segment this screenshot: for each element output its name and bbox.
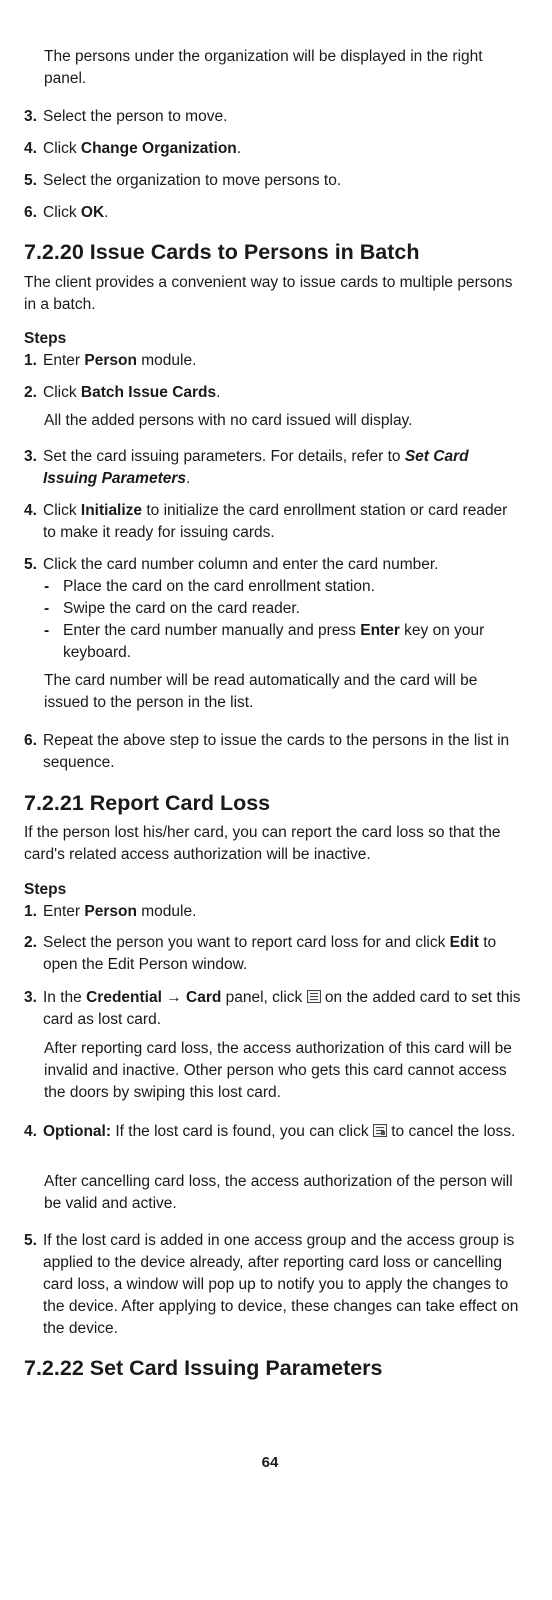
step-text: Select the person you want to report card loss for and click Edit to open the Edit Person window. (43, 934, 497, 973)
list-item (24, 730, 524, 774)
bullet-dash: - (44, 600, 50, 617)
step-text: Optional: If the lost card is found, you can click to cancel the loss. (43, 1123, 516, 1140)
step-note: After reporting card loss, the access authorization of this card will be invalid and inactive. Other person who gets this card cannot access the doors by swiping this lost card. (44, 1040, 512, 1101)
step-text: If the lost card is added in one access group and the access group is applied to the device already, after reporting card loss or cancelling card loss, a window will pop up to notify you to apply the changes to the device. After applying to device, these changes can take effect on the device. (43, 1232, 519, 1337)
bullet-text: Swipe the card on the card reader. (63, 600, 300, 617)
list-item (24, 106, 524, 128)
bullet-dash: - (44, 578, 50, 595)
step-number: 4. (24, 140, 37, 157)
step-text: Set the card issuing parameters. For details, refer to Set Card Issuing Parameters. (43, 448, 469, 487)
step-text: Repeat the above step to issue the cards to the persons in the list in sequence. (43, 732, 510, 771)
list-item (24, 987, 524, 1031)
step-text: Click the card number column and enter the card number. (43, 556, 439, 573)
step-number: 4. (24, 1123, 37, 1140)
step-text: Enter Person module. (43, 352, 197, 369)
list-item (24, 202, 524, 224)
list-item (24, 170, 524, 192)
list-item (24, 932, 524, 976)
step-number: 5. (24, 556, 37, 573)
step-text: Click Change Organization. (43, 140, 242, 157)
step-number: 5. (24, 1232, 37, 1249)
step-text: Click Initialize to initialize the card enrollment station or card reader to make it ready for issuing cards. (43, 502, 508, 541)
bullet-item (44, 576, 524, 598)
intro-text: The persons under the organization will be displayed in the right panel. (44, 48, 483, 87)
section-heading-7-2-20: 7.2.20 Issue Cards to Persons in Batch (24, 240, 420, 264)
step-note: After cancelling card loss, the access authorization of the person will be valid and active. (44, 1173, 513, 1212)
step-number: 1. (24, 352, 37, 369)
bullet-dash: - (44, 622, 50, 639)
step-number: 5. (24, 172, 37, 189)
steps-label: Steps (24, 330, 67, 347)
bullet-text: Place the card on the card enrollment station. (63, 578, 375, 595)
section-heading-7-2-21: 7.2.21 Report Card Loss (24, 791, 271, 815)
step-note: All the added persons with no card issued will display. (44, 412, 413, 429)
step-number: 4. (24, 502, 37, 519)
section-heading-7-2-22: 7.2.22 Set Card Issuing Parameters (24, 1356, 383, 1380)
list-item (24, 382, 524, 404)
step-number: 1. (24, 903, 37, 920)
cancel-loss-icon[interactable] (373, 1124, 387, 1137)
list-item (24, 138, 524, 160)
step-note: The card number will be read automatically and the card will be issued to the person in the list. (44, 672, 478, 711)
step-text: Click Batch Issue Cards. (43, 384, 221, 401)
step-text: Select the organization to move persons to. (43, 172, 342, 189)
bullet-item (44, 598, 524, 620)
step-number: 2. (24, 934, 37, 951)
step-number: 3. (24, 108, 37, 125)
list-item (24, 500, 524, 544)
step-text: Select the person to move. (43, 108, 228, 125)
section-description: If the person lost his/her card, you can report the card loss so that the card's related access authorization will be inactive. (24, 824, 501, 863)
step-text: Enter Person module. (43, 903, 197, 920)
list-item (24, 1230, 524, 1340)
bullet-text: Enter the card number manually and press Enter key on your keyboard. (63, 622, 485, 661)
steps-label: Steps (24, 881, 67, 898)
list-item (24, 1121, 524, 1143)
page-number: 64 (261, 1454, 279, 1471)
step-number: 6. (24, 732, 37, 749)
list-item (24, 554, 524, 576)
step-number: 6. (24, 204, 37, 221)
step-number: 2. (24, 384, 37, 401)
report-loss-icon[interactable] (307, 990, 321, 1003)
step-number: 3. (24, 448, 37, 465)
list-item (24, 350, 524, 372)
step-number: 3. (24, 989, 37, 1006)
list-item (24, 901, 524, 923)
step-text: Click OK. (43, 204, 109, 221)
bullet-item (44, 620, 524, 664)
list-item (24, 446, 524, 490)
step-text: In the Credential → Card panel, click on the added card to set this card as lost card. (43, 989, 521, 1028)
section-description: The client provides a convenient way to issue cards to multiple persons in a batch. (24, 274, 513, 313)
